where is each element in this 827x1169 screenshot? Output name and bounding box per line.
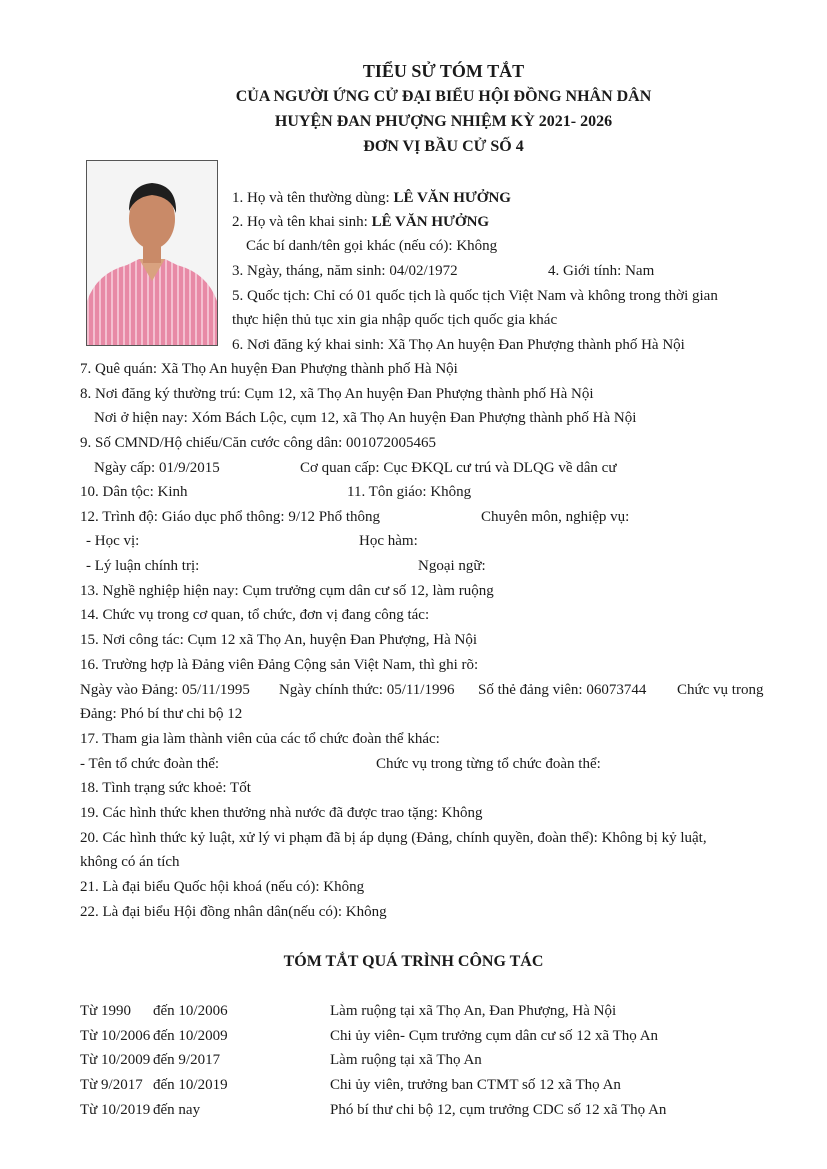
field-workplace: 15. Nơi công tác: Cụm 12 xã Thọ An, huyện Đan Phượng, Hà Nội	[80, 632, 478, 648]
field-gender: 4. Giới tính: Nam	[548, 263, 655, 279]
work-row-to: đến 10/2006	[153, 1003, 228, 1019]
field-degree: - Học vị:	[86, 533, 140, 549]
field-specialty: Chuyên môn, nghiệp vụ:	[481, 509, 630, 525]
field-current-residence: Nơi ở hiện nay: Xóm Bách Lộc, cụm 12, xã Thọ An huyện Đan Phượng thành phố Hà Nội	[94, 410, 637, 426]
field-party-position: Đảng: Phó bí thư chi bộ 12	[80, 706, 243, 722]
work-row-desc: Chi ủy viên, trưởng ban CTMT số 12 xã Thọ An	[330, 1077, 621, 1093]
work-row-from: Từ 10/2019	[80, 1102, 151, 1118]
field-birth-registration: 6. Nơi đăng ký khai sinh: Xã Thọ An huyện Đan Phượng thành phố Hà Nội	[232, 337, 685, 353]
field-issue-date: Ngày cấp: 01/9/2015	[94, 460, 220, 476]
work-row-desc: Làm ruộng tại xã Thọ An, Đan Phượng, Hà Nội	[330, 1003, 617, 1019]
field-foreign-language: Ngoại ngữ:	[418, 558, 486, 574]
field-party-position-label: Chức vụ trong	[677, 682, 764, 698]
field-nationality-cont: thực hiện thủ tục xin gia nhập quốc tịch quốc gia khác	[232, 312, 558, 328]
field-issuing-authority: Cơ quan cấp: Cục ĐKQL cư trú và DLQG về dân cư	[300, 460, 617, 476]
field-academic-title: Học hàm:	[359, 533, 418, 549]
work-row-to: đến nay	[153, 1102, 201, 1118]
field-organization-name: - Tên tổ chức đoàn thể:	[80, 756, 220, 772]
field-hometown: 7. Quê quán: Xã Thọ An huyện Đan Phượng thành phố Hà Nội	[80, 361, 458, 377]
work-row-from: Từ 9/2017	[80, 1077, 143, 1093]
field-party-card-number: Số thẻ đảng viên: 06073744	[478, 682, 647, 698]
field-organizations: 17. Tham gia làm thành viên của các tổ chức đoàn thể khác:	[80, 731, 440, 747]
field-nationality: 5. Quốc tịch: Chỉ có 01 quốc tịch là quốc tịch Việt Nam và không trong thời gian	[232, 288, 718, 304]
field-peoples-council: 22. Là đại biểu Hội đồng nhân dân(nếu có): Không	[80, 904, 387, 920]
field-permanent-residence: 8. Nơi đăng ký thường trú: Cụm 12, xã Thọ An huyện Đan Phượng thành phố Hà Nội	[80, 386, 594, 402]
field-discipline-cont: không có án tích	[80, 854, 180, 870]
field-political-theory: - Lý luận chính trị:	[86, 558, 200, 574]
field-label: 2. Họ và tên khai sinh:	[232, 214, 368, 230]
work-row-from: Từ 10/2006	[80, 1028, 151, 1044]
field-ethnicity: 10. Dân tộc: Kinh	[80, 484, 188, 500]
document-subtitle-3: ĐƠN VỊ BẦU CỬ SỐ 4	[363, 138, 524, 155]
field-party-member: 16. Trường hợp là Đảng viên Đảng Cộng sản Việt Nam, thì ghi rõ:	[80, 657, 479, 673]
field-discipline: 20. Các hình thức kỷ luật, xử lý vi phạm đã bị áp dụng (Đảng, chính quyền, đoàn thể): Không bị kỷ luật,	[80, 830, 707, 846]
document-subtitle-2: HUYỆN ĐAN PHƯỢNG NHIỆM KỲ 2021- 2026	[274, 113, 613, 130]
portrait-illustration	[87, 161, 217, 345]
field-education: 12. Trình độ: Giáo dục phổ thông: 9/12 Phổ thông	[80, 509, 381, 525]
field-aliases: Các bí danh/tên gọi khác (nếu có): Không	[246, 238, 498, 254]
field-organization-position: Chức vụ trong từng tổ chức đoàn thể:	[376, 756, 601, 772]
field-birth-name	[232, 212, 489, 232]
work-row-from: Từ 10/2009	[80, 1052, 151, 1068]
field-birth-date: 3. Ngày, tháng, năm sinh: 04/02/1972	[232, 263, 458, 279]
field-health: 18. Tình trạng sức khoẻ: Tốt	[80, 780, 251, 796]
field-religion: 11. Tôn giáo: Không	[347, 484, 472, 500]
field-occupation: 13. Nghề nghiệp hiện nay: Cụm trưởng cụm dân cư số 12, làm ruộng	[80, 583, 494, 599]
work-history-title: TÓM TẮT QUÁ TRÌNH CÔNG TÁC	[283, 953, 544, 970]
common-name-value: LÊ VĂN HƯỞNG	[393, 190, 511, 206]
work-row-desc: Phó bí thư chi bộ 12, cụm trưởng CDC số 12 xã Thọ An	[330, 1102, 667, 1118]
work-row-to: đến 9/2017	[153, 1052, 221, 1068]
document-title: TIỂU SỬ TÓM TẮT	[362, 61, 525, 81]
portrait-photo	[86, 160, 218, 346]
field-common-name	[232, 188, 511, 208]
field-awards: 19. Các hình thức khen thưởng nhà nước đã được trao tặng: Không	[80, 805, 483, 821]
field-party-official-date: Ngày chính thức: 05/11/1996	[279, 682, 455, 698]
field-party-join-date: Ngày vào Đảng: 05/11/1995	[80, 682, 250, 698]
work-row-to: đến 10/2009	[153, 1028, 228, 1044]
work-row-desc: Làm ruộng tại xã Thọ An	[330, 1052, 482, 1068]
field-national-assembly: 21. Là đại biểu Quốc hội khoá (nếu có): Không	[80, 879, 365, 895]
field-position: 14. Chức vụ trong cơ quan, tổ chức, đơn vị đang công tác:	[80, 607, 430, 623]
work-row-to: đến 10/2019	[153, 1077, 228, 1093]
work-row-desc: Chi ủy viên- Cụm trưởng cụm dân cư số 12 xã Thọ An	[330, 1028, 659, 1044]
document-subtitle-1: CỦA NGƯỜI ỨNG CỬ ĐẠI BIỂU HỘI ĐỒNG NHÂN DÂN	[235, 88, 652, 105]
field-id-number: 9. Số CMND/Hộ chiếu/Căn cước công dân: 001072005465	[80, 435, 437, 451]
field-label: 1. Họ và tên thường dùng:	[232, 190, 390, 206]
work-row-from: Từ 1990	[80, 1003, 132, 1019]
birth-name-value: LÊ VĂN HƯỞNG	[371, 214, 490, 230]
